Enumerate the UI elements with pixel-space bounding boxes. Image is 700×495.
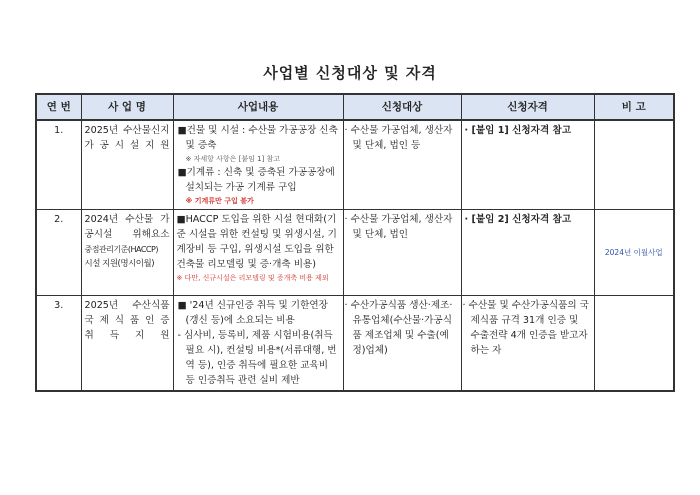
- header-target: 신청대상: [343, 94, 461, 120]
- name-line: 공시설 위해요소: [84, 229, 170, 240]
- row-target: · 수산가공식품 생산·제조·유통업체(수산물·가공식품 제조업체 및 수출(예정)업체): [343, 296, 461, 392]
- row-name: [81, 210, 173, 296]
- content-line: ■HACCP 도입을 위한 시설 현대화(기준 시설을 위한 컨설팅 및 위생시설, 기계장비 등 구입, 위생시설 도입을 위한 건축물 리모델링 및 증·개축 비용): [176, 214, 337, 270]
- content-warning: ※ 기계류만 구입 불가: [185, 197, 254, 205]
- header-row: [36, 94, 674, 120]
- content-line: ■ '24년 신규인증 취득 및 기한연장(갱신 등)에 소요되는 비용: [177, 300, 328, 326]
- header-no: 연 번: [36, 94, 81, 120]
- row-remark: 2024년 이월사업: [594, 210, 674, 296]
- name-line: 2025년 수산물신지: [84, 125, 170, 136]
- name-line: 가 공 시 설 지 원: [84, 140, 170, 151]
- name-line: 취 득 지 원: [84, 330, 170, 341]
- table-row: [36, 120, 674, 210]
- content-line: ■기계류 : 신축 및 증축된 가공공장에 설치되는 가공 기계류 구입: [177, 167, 335, 193]
- table-row: [36, 210, 674, 296]
- name-line: 중점관리기준(HACCP): [84, 245, 158, 254]
- name-line: 2025년 수산식품: [84, 300, 170, 311]
- name-line: 2024년 수산물 가: [84, 214, 170, 225]
- row-content: [173, 120, 343, 210]
- header-qualification: 신청자격: [461, 94, 594, 120]
- row-content: [173, 296, 343, 392]
- row-no: 2.: [36, 210, 81, 296]
- row-content: [173, 210, 343, 296]
- row-name: [81, 296, 173, 392]
- row-no: 3.: [36, 296, 81, 392]
- row-name: [81, 120, 173, 210]
- content-line: - 심사비, 등록비, 제품 시험비용(취득 필요 시), 컨설팅 비용*(서류대행, 번역 등), 인증 취득에 필요한 교육비 등 인증취득 관련 실비 제반: [177, 330, 337, 386]
- row-qualification: · 수산물 및 수산가공식품의 국제식품 규격 31개 인증 및 수출전략 4개 인증을 받고자 하는 자: [461, 296, 594, 392]
- content-warning: ※ 다만, 신규시설은 리모델링 및 증개축 비용 제외: [176, 274, 329, 282]
- header-content: 사업내용: [173, 94, 343, 120]
- row-qualification: · [붙임 2] 신청자격 참고: [461, 210, 594, 296]
- page-title: 사업별 신청대상 및 자격: [263, 64, 437, 82]
- eligibility-table: [35, 93, 675, 392]
- header-remark: 비 고: [594, 94, 674, 120]
- name-line: 국 제 식 품 인 증: [84, 315, 170, 326]
- row-target: · 수산물 가공업체, 생산자 및 단체, 법인: [343, 210, 461, 296]
- table-row: [36, 296, 674, 392]
- name-line: 시설 지원(명시이월): [84, 259, 155, 269]
- header-name: 사 업 명: [81, 94, 173, 120]
- row-qualification: · [붙임 1] 신청자격 참고: [461, 120, 594, 210]
- row-remark: [594, 120, 674, 210]
- content-line: ■건물 및 시설 : 수산물 가공공장 신축 및 증축: [177, 125, 338, 151]
- row-target: · 수산물 가공업체, 생산자 및 단체, 법인 등: [343, 120, 461, 210]
- row-no: 1.: [36, 120, 81, 210]
- row-remark: [594, 296, 674, 392]
- content-note: ※ 자세항 사항은 [붙임 1] 참고: [185, 155, 281, 163]
